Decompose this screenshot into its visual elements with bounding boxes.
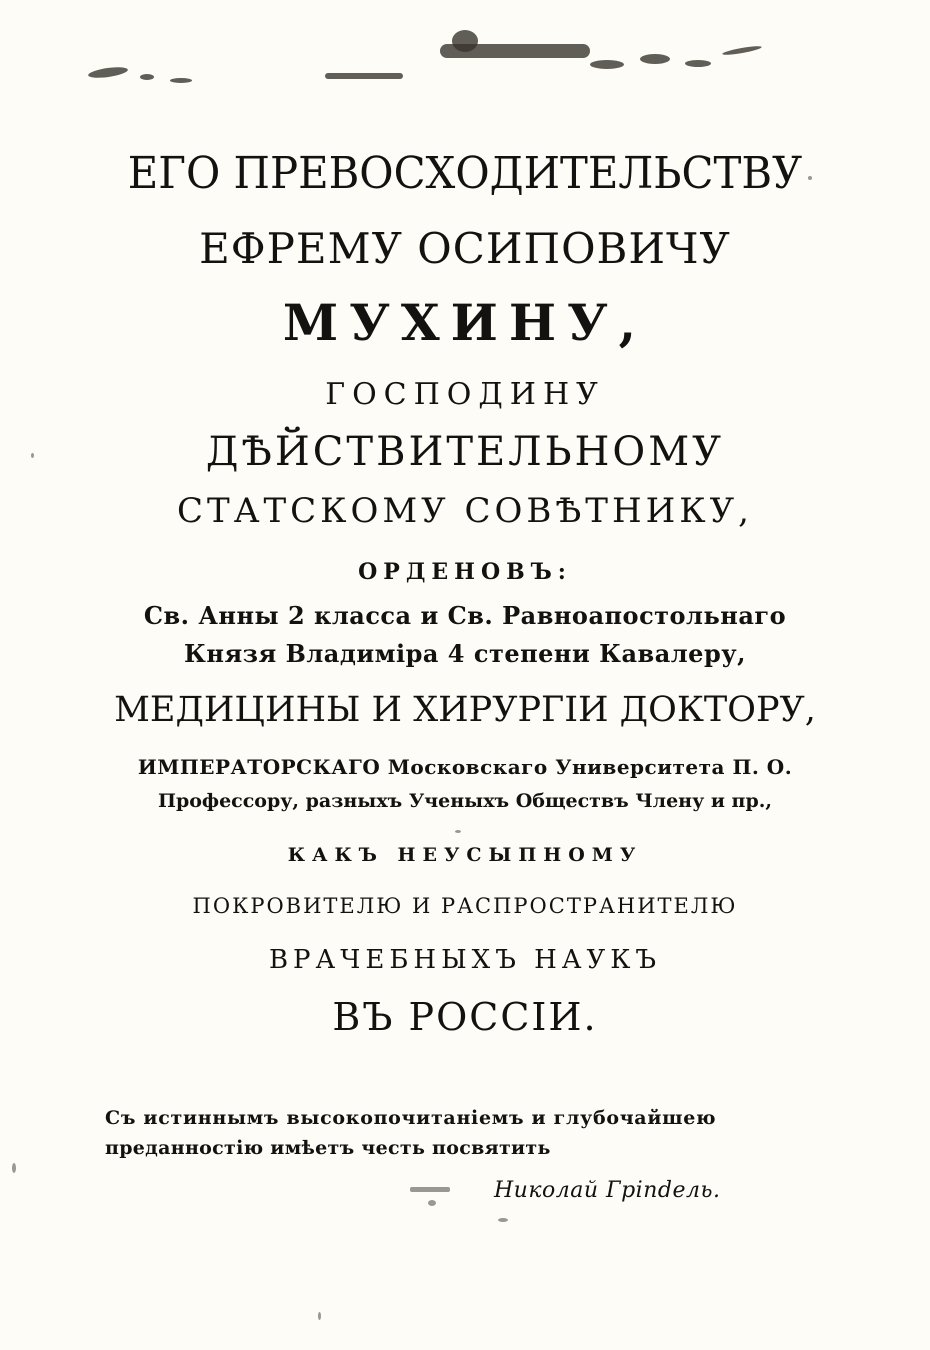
ink-smudge-top [640, 54, 670, 64]
signature: Николай Грindель. [494, 1178, 721, 1203]
ink-smudge-top [140, 74, 154, 80]
dedication-name: МУХИНУ, [282, 293, 648, 352]
paper-speck [498, 1218, 508, 1222]
paper-speck [12, 1163, 16, 1173]
ink-smudge-top [325, 73, 403, 79]
ink-smudge-top [590, 60, 624, 69]
dedication-line-7: ОРДЕНОВЪ: [358, 559, 572, 585]
dedication-line-2: ЕФРЕМУ ОСИПОВИЧУ [199, 224, 731, 273]
paper-speck [410, 1187, 450, 1192]
dedication-line-5: ДѢЙСТВИТЕЛЬНОМУ [205, 429, 725, 475]
closing-line-2: преданностію имѣетъ честь посвятить [105, 1137, 551, 1159]
dedication-line-12: Профессору, разныхъ Ученыхъ Обществъ Члену и пр., [158, 790, 772, 812]
dedication-line-8: Св. Анны 2 класса и Св. Равноапостольнаго [143, 601, 787, 630]
ink-smudge-top [88, 65, 129, 79]
dedication-line-4: ГОСПОДИНУ [325, 377, 605, 412]
dedication-line-13: КАКЪ НЕУСЫПНОМУ [287, 844, 643, 866]
paper-speck [318, 1312, 321, 1320]
ink-smudge-top [722, 45, 762, 57]
ink-smudge-top [440, 44, 590, 58]
ink-smudge-top [170, 78, 192, 83]
dedication-line-9: Князя Владиміра 4 степени Кавалеру, [184, 639, 746, 668]
dedication-line-16: ВЪ РОССІИ. [332, 995, 598, 1039]
ink-smudge-top [685, 60, 711, 67]
paper-speck [455, 830, 461, 833]
dedication-line-11: ИМПЕРАТОРСКАГО Московскаго Университета П. О. [137, 755, 793, 779]
dedication-line-1: ЕГО ПРЕВОСХОДИТЕЛЬСТВУ [127, 148, 803, 199]
dedication-line-15: ВРАЧЕБНЫХЪ НАУКЪ [268, 945, 662, 975]
dedication-line-6: СТАТСКОМУ СОВѢТНИКУ, [177, 491, 753, 531]
paper-speck [428, 1200, 436, 1206]
dedication-line-14: ПОКРОВИТЕЛЮ И РАСПРОСТРАНИТЕЛЮ [192, 894, 738, 918]
dedication-line-10: МЕДИЦИНЫ И ХИРУРГІИ ДОКТОРУ, [114, 690, 816, 730]
closing-line-1: Съ истиннымъ высокопочитаніемъ и глубочайшею [105, 1107, 717, 1129]
